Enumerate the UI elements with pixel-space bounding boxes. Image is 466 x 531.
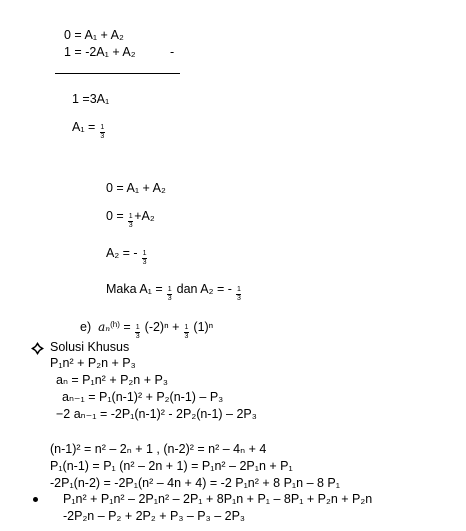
fraction-one-third: $\frac{1}{3}$: [236, 286, 241, 302]
fraction-one-third: $\frac{1}{3}$: [128, 213, 133, 229]
solusi-heading: Solusi Khusus: [50, 340, 130, 354]
subtraction-rule: [55, 73, 180, 74]
solve-a1-prefix: A₁ =: [72, 120, 96, 134]
system-eq2: 1 = -2A₁ + A₂: [64, 45, 136, 59]
part-e-label: e): [80, 320, 92, 334]
part-e-line: e) aₙ$^{(h)}$ = $\frac{1}{3}$ (-2)ⁿ + $\frac{1}{3}$ (1)ⁿ: [80, 320, 214, 340]
fraction-one-third: $\frac{1}{3}$: [184, 324, 189, 340]
system-eq1: 0 = A₁ + A₂: [64, 28, 124, 42]
diamond-bullet-icon: [31, 342, 44, 355]
subst-line4: Maka A₁ = $\frac{1}{3}$ dan A₂ = - $\frac{1}{3}$: [106, 282, 241, 302]
solve-step1: 1 =3A₁: [72, 92, 110, 106]
combine-line2: -2P₂n – P₂ + 2P₂ + P₃ – P₃ – 2P₃: [63, 509, 246, 523]
combine-line1: P₁n² + P₁n² – 2P₁n² – 2P₁ + 8P₁n + P₁ – 8P₁ + P₂n + P₂n: [63, 492, 373, 506]
expand-line2: P₁(n-1) = P₁ (n² – 2n + 1) = P₁n² – 2P₁n + P₁: [50, 459, 293, 473]
subtract-sign: -: [170, 45, 175, 59]
part-e-lhs: aₙ: [98, 320, 111, 334]
expand-line3: -2P₁(n-2) = -2P₁(n² – 4n + 4) = -2 P₁n² + 8 P₁n – 8 P₁: [50, 476, 340, 490]
dot-bullet-icon: [33, 497, 38, 502]
subst-line1: 0 = A₁ + A₂: [106, 181, 166, 195]
solve-a1: [72, 120, 106, 141]
fraction-one-third: $\frac{1}{3}$: [135, 324, 140, 340]
solusi-line3: aₙ₋₁ = P₁(n-1)² + P₂(n-1) – P₃: [62, 390, 224, 404]
subst-line3: A₂ = - $\frac{1}{3}$: [106, 246, 147, 266]
fraction-one-third: $\frac{1}{3}$: [142, 250, 147, 266]
solusi-line2: aₙ = P₁n² + P₂n + P₃: [56, 373, 168, 387]
subst-line2: 0 = $\frac{1}{3}$ +A₂: [106, 209, 155, 229]
solusi-line4: −2 aₙ₋₁ = -2P₁(n-1)² - 2P₂(n-1) – 2P₃: [56, 407, 257, 421]
fraction-one-third: $\frac{1}{3}$: [100, 124, 105, 140]
fraction-one-third: $\frac{1}{3}$: [167, 286, 172, 302]
expand-line1: (n-1)² = n² – 2ₙ + 1 , (n-2)² = n² – 4ₙ + 4: [50, 442, 267, 456]
solusi-line1: P₁n² + P₂n + P₃: [50, 356, 136, 370]
